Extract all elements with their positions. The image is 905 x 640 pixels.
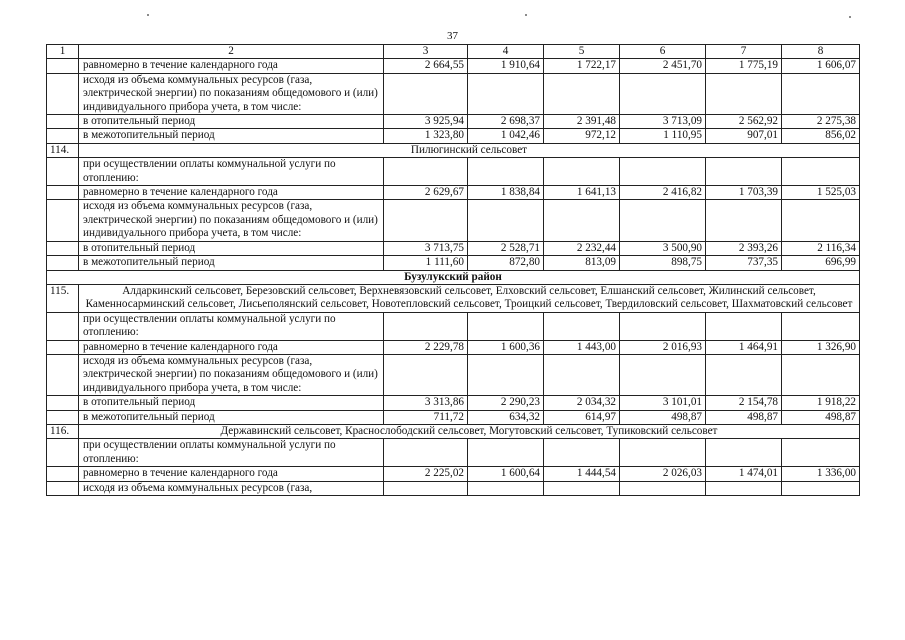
row-label: при осуществлении оплаты коммунальной услуги по отоплению:: [79, 439, 384, 467]
value-cell: 856,02: [782, 129, 860, 143]
text-row: [47, 73, 860, 114]
table-row: [47, 396, 860, 410]
value-cell: 1 111,60: [384, 256, 468, 270]
row-label: исходя из объема коммунальных ресурсов (газа,: [79, 481, 384, 495]
row-number: [47, 340, 79, 354]
row-number: [47, 354, 79, 395]
value-cell: 1 110,95: [620, 129, 706, 143]
value-cell: 1 525,03: [782, 186, 860, 200]
value-cell: 498,87: [782, 410, 860, 424]
value-cell: 3 500,90: [620, 241, 706, 255]
value-cell: 907,01: [706, 129, 782, 143]
value-cell: 1 838,84: [468, 186, 544, 200]
scan-speck: [849, 16, 851, 18]
row-label: исходя из объема коммунальных ресурсов (газа, электрической энергии) по показаниям общедомового и (или) индивидуального прибора учета, в том числе:: [79, 354, 384, 395]
row-label: равномерно в течение календарного года: [79, 467, 384, 481]
text-row: [47, 158, 860, 186]
value-cell: 1 042,46: [468, 129, 544, 143]
empty-cell: [468, 312, 544, 340]
table-row: [47, 256, 860, 270]
text-row: [47, 312, 860, 340]
text-row: [47, 200, 860, 241]
column-header: 7: [706, 45, 782, 59]
column-header: 3: [384, 45, 468, 59]
value-cell: 1 910,64: [468, 59, 544, 73]
row-label: в межотопительный период: [79, 129, 384, 143]
value-cell: 2 290,23: [468, 396, 544, 410]
row-number: [47, 115, 79, 129]
row-number: [47, 73, 79, 114]
value-cell: 898,75: [620, 256, 706, 270]
value-cell: 1 600,64: [468, 467, 544, 481]
empty-cell: [468, 73, 544, 114]
tariff-table: [46, 44, 860, 496]
row-label: равномерно в течение календарного года: [79, 186, 384, 200]
table-row: [47, 129, 860, 143]
value-cell: 1 606,07: [782, 59, 860, 73]
value-cell: 2 393,26: [706, 241, 782, 255]
row-label: равномерно в течение календарного года: [79, 340, 384, 354]
value-cell: 1 464,91: [706, 340, 782, 354]
value-cell: 634,32: [468, 410, 544, 424]
row-label: в отопительный период: [79, 396, 384, 410]
empty-cell: [384, 158, 468, 186]
empty-cell: [782, 158, 860, 186]
value-cell: 1 641,13: [544, 186, 620, 200]
value-cell: 2 154,78: [706, 396, 782, 410]
value-cell: 1 775,19: [706, 59, 782, 73]
empty-cell: [384, 354, 468, 395]
empty-cell: [706, 439, 782, 467]
value-cell: 3 925,94: [384, 115, 468, 129]
empty-cell: [544, 354, 620, 395]
value-cell: 972,12: [544, 129, 620, 143]
section-title: Алдаркинский сельсовет, Березовский сельсовет, Верхневязовский сельсовет, Елховский сельсовет, Елшанский сельсовет, Жилинский сельсовет, Каменносарминский сельсовет, Лисьеполянский сельсовет, Новотепловский сельсовет, Троицкий сельсовет, Твердиловский сельсовет, Шахматовский сельсовет: [79, 284, 860, 312]
empty-cell: [620, 158, 706, 186]
empty-cell: [384, 439, 468, 467]
value-cell: 498,87: [620, 410, 706, 424]
section-row: [47, 143, 860, 157]
empty-cell: [782, 354, 860, 395]
row-number: [47, 256, 79, 270]
table-row: [47, 59, 860, 73]
empty-cell: [544, 312, 620, 340]
empty-cell: [620, 354, 706, 395]
row-label: в отопительный период: [79, 115, 384, 129]
value-cell: 737,35: [706, 256, 782, 270]
section-title: Державинский сельсовет, Краснослободский сельсовет, Могутовский сельсовет, Тупиковский сельсовет: [79, 424, 860, 438]
row-number: [47, 59, 79, 73]
row-number: [47, 481, 79, 495]
row-number: [47, 396, 79, 410]
empty-cell: [620, 312, 706, 340]
empty-cell: [468, 481, 544, 495]
value-cell: 1 918,22: [782, 396, 860, 410]
value-cell: 2 034,32: [544, 396, 620, 410]
column-header: 8: [782, 45, 860, 59]
page-number: 37: [447, 30, 458, 42]
value-cell: 3 713,09: [620, 115, 706, 129]
value-cell: 2 229,78: [384, 340, 468, 354]
empty-cell: [782, 73, 860, 114]
section-title: Пилюгинский сельсовет: [79, 143, 860, 157]
value-cell: 1 703,39: [706, 186, 782, 200]
row-number: [47, 186, 79, 200]
empty-cell: [782, 200, 860, 241]
value-cell: 2 116,34: [782, 241, 860, 255]
empty-cell: [706, 158, 782, 186]
value-cell: 498,87: [706, 410, 782, 424]
value-cell: 1 326,90: [782, 340, 860, 354]
value-cell: 2 629,67: [384, 186, 468, 200]
section-row: [47, 284, 860, 312]
empty-cell: [782, 481, 860, 495]
scan-speck: [525, 14, 527, 16]
table-row: [47, 467, 860, 481]
empty-cell: [706, 312, 782, 340]
row-number: [47, 312, 79, 340]
value-cell: 3 101,01: [620, 396, 706, 410]
row-label: исходя из объема коммунальных ресурсов (газа, электрической энергии) по показаниям общедомового и (или) индивидуального прибора учета, в том числе:: [79, 200, 384, 241]
empty-cell: [544, 158, 620, 186]
empty-cell: [620, 481, 706, 495]
empty-cell: [706, 200, 782, 241]
table-row: [47, 340, 860, 354]
value-cell: 1 474,01: [706, 467, 782, 481]
empty-cell: [544, 439, 620, 467]
row-number: [47, 129, 79, 143]
value-cell: 813,09: [544, 256, 620, 270]
empty-cell: [706, 73, 782, 114]
row-number: [47, 467, 79, 481]
column-header: 4: [468, 45, 544, 59]
text-row: [47, 481, 860, 495]
scan-speck: [147, 14, 149, 16]
table-row: [47, 186, 860, 200]
column-header: 5: [544, 45, 620, 59]
row-label: в межотопительный период: [79, 410, 384, 424]
empty-cell: [468, 439, 544, 467]
empty-cell: [620, 73, 706, 114]
empty-cell: [468, 354, 544, 395]
value-cell: 2 391,48: [544, 115, 620, 129]
value-cell: 1 336,00: [782, 467, 860, 481]
value-cell: 2 225,02: [384, 467, 468, 481]
table-header-row: [47, 45, 860, 59]
row-label: при осуществлении оплаты коммунальной услуги по отоплению:: [79, 158, 384, 186]
column-header: 1: [47, 45, 79, 59]
row-label: в отопительный период: [79, 241, 384, 255]
value-cell: 711,72: [384, 410, 468, 424]
value-cell: 3 313,86: [384, 396, 468, 410]
value-cell: 3 713,75: [384, 241, 468, 255]
row-label: равномерно в течение календарного года: [79, 59, 384, 73]
row-number: 114.: [47, 143, 79, 157]
column-header: 6: [620, 45, 706, 59]
empty-cell: [544, 73, 620, 114]
column-header: 2: [79, 45, 384, 59]
row-number: [47, 241, 79, 255]
value-cell: 2 275,38: [782, 115, 860, 129]
value-cell: 1 323,80: [384, 129, 468, 143]
empty-cell: [384, 200, 468, 241]
row-number: [47, 439, 79, 467]
value-cell: 1 722,17: [544, 59, 620, 73]
empty-cell: [384, 481, 468, 495]
table-row: [47, 115, 860, 129]
value-cell: 614,97: [544, 410, 620, 424]
empty-cell: [468, 200, 544, 241]
row-number: [47, 410, 79, 424]
row-number: [47, 200, 79, 241]
empty-cell: [384, 312, 468, 340]
empty-cell: [468, 158, 544, 186]
value-cell: 2 232,44: [544, 241, 620, 255]
row-label: исходя из объема коммунальных ресурсов (газа, электрической энергии) по показаниям общедомового и (или) индивидуального прибора учета, в том числе:: [79, 73, 384, 114]
value-cell: 1 444,54: [544, 467, 620, 481]
empty-cell: [544, 481, 620, 495]
value-cell: 1 600,36: [468, 340, 544, 354]
text-row: [47, 354, 860, 395]
empty-cell: [782, 312, 860, 340]
value-cell: 2 528,71: [468, 241, 544, 255]
empty-cell: [620, 439, 706, 467]
section-row: [47, 424, 860, 438]
empty-cell: [620, 200, 706, 241]
value-cell: 2 698,37: [468, 115, 544, 129]
row-label: в межотопительный период: [79, 256, 384, 270]
district-row: [47, 270, 860, 284]
value-cell: 2 451,70: [620, 59, 706, 73]
empty-cell: [782, 439, 860, 467]
row-number: [47, 158, 79, 186]
empty-cell: [384, 73, 468, 114]
row-label: при осуществлении оплаты коммунальной услуги по отоплению:: [79, 312, 384, 340]
value-cell: 1 443,00: [544, 340, 620, 354]
row-number: 115.: [47, 284, 79, 312]
text-row: [47, 439, 860, 467]
value-cell: 2 664,55: [384, 59, 468, 73]
empty-cell: [706, 354, 782, 395]
table-row: [47, 241, 860, 255]
table-row: [47, 410, 860, 424]
value-cell: 2 026,03: [620, 467, 706, 481]
row-number: 116.: [47, 424, 79, 438]
value-cell: 2 562,92: [706, 115, 782, 129]
value-cell: 696,99: [782, 256, 860, 270]
district-title: Бузулукский район: [47, 270, 860, 284]
value-cell: 2 016,93: [620, 340, 706, 354]
empty-cell: [544, 200, 620, 241]
value-cell: 2 416,82: [620, 186, 706, 200]
value-cell: 872,80: [468, 256, 544, 270]
empty-cell: [706, 481, 782, 495]
